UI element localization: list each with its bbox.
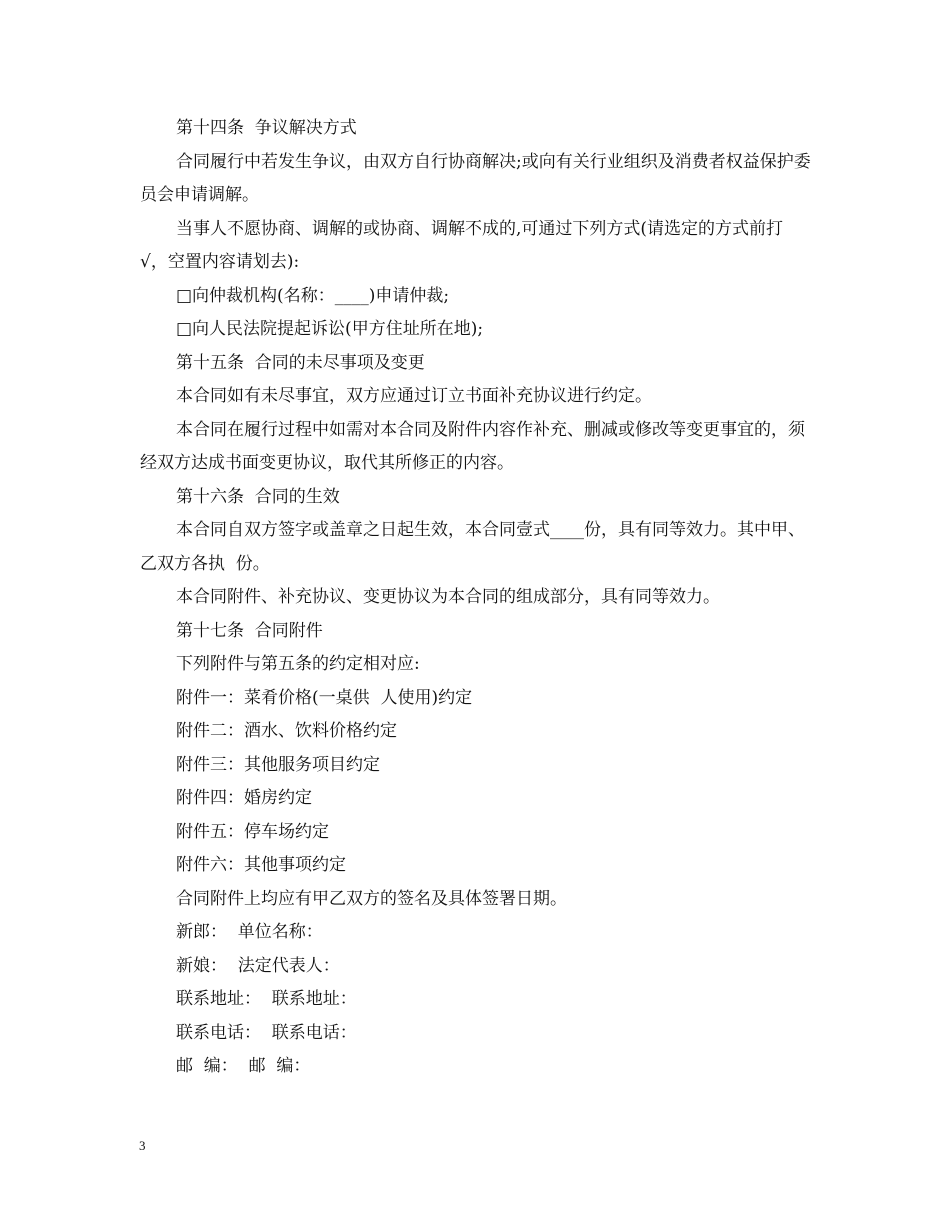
paragraph-dispute-methods: 当事人不愿协商、调解的或协商、调解不成的,可通过下列方式(请选定的方式前打 √，空置内容请划去): bbox=[140, 218, 789, 272]
paragraph-contract-changes: 本合同在履行过程中如需对本合同及附件内容作补充、删减或修改等变更事宜的，须经双方达成书面变更协议，取代其所修正的内容。 bbox=[140, 419, 805, 473]
signature-postal-code: 邮 编： 邮 编： bbox=[176, 1056, 311, 1076]
article-15-heading: 第十五条 合同的未尽事项及变更 bbox=[176, 352, 425, 373]
attachment-3: 附件三：其他服务项目约定 bbox=[176, 754, 380, 775]
paragraph-attachments-intro: 下列附件与第五条的约定相对应: bbox=[176, 654, 420, 674]
paragraph-component-parts: 本合同附件、补充协议、变更协议为本合同的组成部分，具有同等效力。 bbox=[176, 587, 720, 607]
signature-contact-phone: 联系电话： 联系电话： bbox=[176, 1022, 357, 1043]
article-17-heading: 第十七条 合同附件 bbox=[176, 620, 323, 641]
attachment-4: 附件四：婚房约定 bbox=[176, 788, 312, 808]
signature-bride-representative: 新娘： 法定代表人： bbox=[176, 955, 340, 976]
paragraph-supplementary-agreement: 本合同如有未尽事宜，双方应通过订立书面补充协议进行约定。 bbox=[176, 386, 652, 406]
article-16-heading: 第十六条 合同的生效 bbox=[176, 486, 340, 507]
attachment-5: 附件五：停车场约定 bbox=[176, 821, 329, 842]
attachment-6: 附件六：其他事项约定 bbox=[176, 855, 346, 875]
paragraph-dispute-negotiation: 合同履行中若发生争议，由双方自行协商解决;或向有关行业组织及消费者权益保护委员会申请调解。 bbox=[140, 151, 811, 205]
option-arbitration: □向仲裁机构(名称：____)申请仲裁; bbox=[176, 285, 450, 306]
option-litigation: □向人民法院提起诉讼(甲方住址所在地); bbox=[176, 319, 484, 339]
page-number: 3 bbox=[139, 1138, 146, 1153]
article-14-heading: 第十四条 争议解决方式 bbox=[176, 118, 357, 138]
paragraph-signature-requirement: 合同附件上均应有甲乙双方的签名及具体签署日期。 bbox=[176, 888, 567, 909]
attachment-1: 附件一：菜肴价格(一桌供 人使用)约定 bbox=[176, 687, 473, 708]
document-body bbox=[140, 112, 812, 1084]
signature-contact-address: 联系地址： 联系地址： bbox=[176, 989, 357, 1009]
paragraph-effectiveness: 本合同自双方签字或盖章之日起生效，本合同壹式____份，具有同等效力。其中甲、乙双方各执 份。 bbox=[140, 520, 805, 574]
signature-groom-company: 新郎： 单位名称： bbox=[176, 922, 323, 942]
attachment-2: 附件二：酒水、饮料价格约定 bbox=[176, 721, 397, 741]
